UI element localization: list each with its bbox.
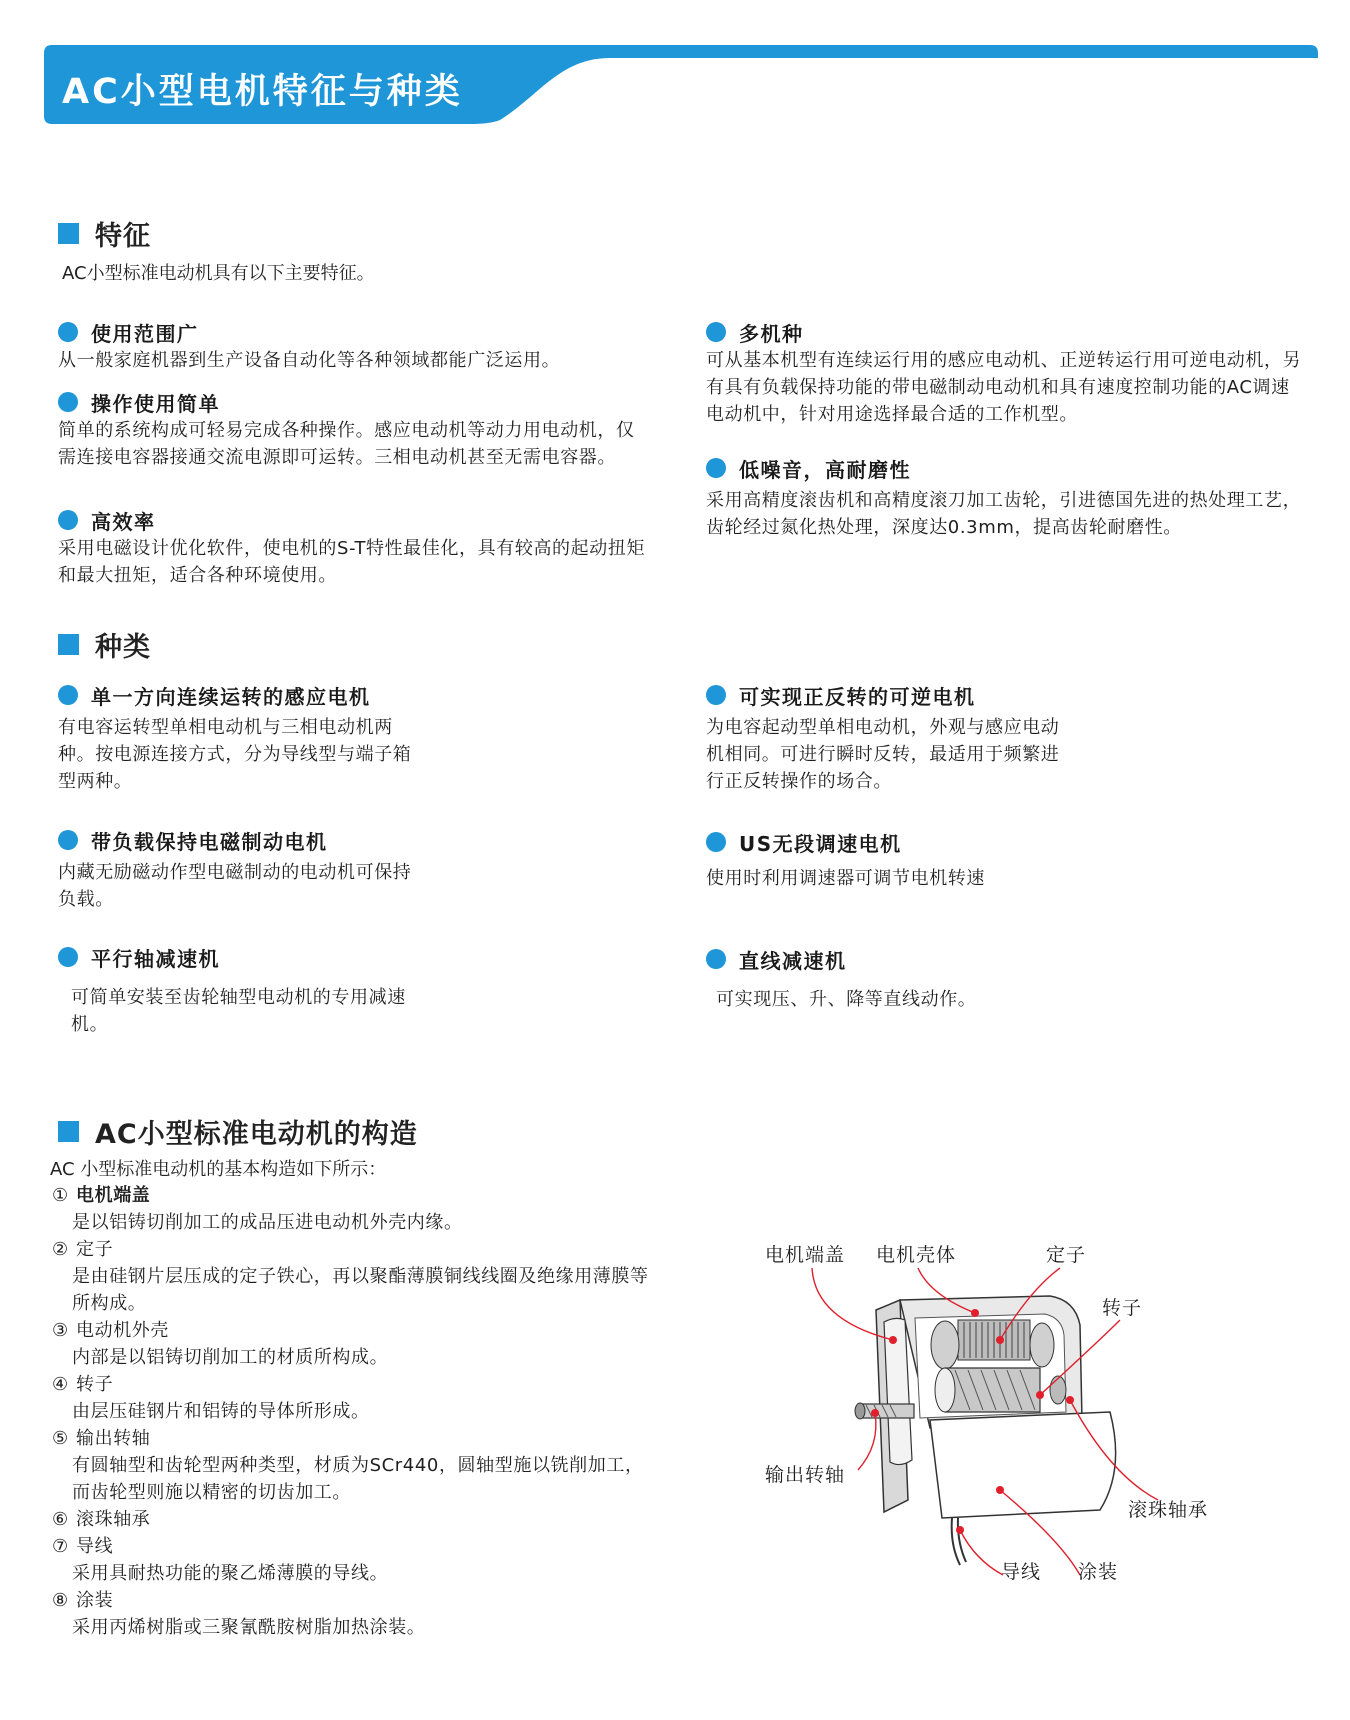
type-title: 直线减速机 [739,948,847,973]
label-lead-wire: 导线 [1001,1561,1042,1583]
feature-text: 采用电磁设计优化软件，使电机的S-T特性最佳化，具有较高的起动扭矩和最大扭矩，适合各种环境使用。 [58,538,646,586]
type-text: 为电容起动型单相电动机，外观与感应电动机相同。可进行瞬时反转，最适用于频繁进行正反转操作的场合。 [706,717,1060,792]
motor-rotor [945,1368,1040,1412]
type-text: 有电容运转型单相电动机与三相电动机两种。按电源连接方式，分为导线型与端子箱型两种。 [58,717,412,792]
feature-title: 多机种 [739,321,804,346]
structure-item-desc: 由层压硅钢片和铝铸的导体所形成。 [72,1401,370,1422]
feature-title: 操作使用简单 [91,391,220,416]
type-item [706,829,1126,892]
types-heading [58,625,151,664]
bullet-dot-icon [58,947,78,967]
feature-item [58,389,648,471]
structure-item-desc: 采用丙烯树脂或三聚氰酰胺树脂加热涂装。 [72,1617,426,1638]
label-stator: 定子 [1046,1244,1087,1266]
page-title: AC小型电机特征与种类 [62,72,463,112]
label-housing: 电机壳体 [876,1244,957,1266]
type-text: 可简单安装至齿轮轴型电动机的专用减速机。 [71,987,406,1035]
type-item [58,944,438,1038]
structure-item-desc: 内部是以铝铸切削加工的材质所构成。 [72,1347,389,1368]
label-ball-bearing: 滚珠轴承 [1128,1499,1209,1521]
structure-item-name: ⑤ 输出转轴 [52,1428,151,1449]
motor-bearing [1050,1376,1066,1404]
structure-item-name: ⑦ 导线 [52,1536,114,1557]
features-intro: AC小型标准电动机具有以下主要特征。 [62,263,375,284]
motor-cutaway-diagram [740,1230,1160,1590]
structure-item-desc: 采用具耐热功能的聚乙烯薄膜的导线。 [72,1563,389,1584]
feature-title: 低噪音，高耐磨性 [739,457,911,482]
structure-item-desc: 有圆轴型和齿轮型两种类型，材质为SCr440，圆轴型施以铣削加工，而齿轮型则施以精密的切齿加工。 [72,1455,644,1503]
type-title: 平行轴减速机 [91,946,220,971]
feature-text: 从一般家庭机器到生产设备自动化等各种领域都能广泛运用。 [58,350,561,371]
bullet-dot-icon [58,322,78,342]
type-title: US无段调速电机 [739,831,902,856]
feature-item [58,507,648,589]
structure-item-name: ③ 电动机外壳 [52,1320,169,1341]
bullet-dot-icon [706,685,726,705]
structure-item-name: ④ 转子 [52,1374,114,1395]
type-text: 使用时利用调速器可调节电机转速 [706,868,985,889]
label-rotor: 转子 [1102,1297,1143,1319]
type-title: 带负载保持电磁制动电机 [91,829,328,854]
label-end-cover: 电机端盖 [765,1244,846,1266]
section-square-icon [58,634,79,655]
type-item [58,827,428,913]
bullet-dot-icon [706,458,726,478]
structure-item-name: ⑧ 涂装 [52,1590,114,1611]
structure-list [52,1182,652,1641]
structure-intro: AC 小型标准电动机的基本构造如下所示： [50,1159,387,1180]
structure-item-name: ① 电机端盖 [52,1185,151,1206]
bullet-dot-icon [58,392,78,412]
features-title: 特征 [95,221,151,252]
type-text: 内藏无励磁动作型电磁制动的电动机可保持负载。 [58,862,412,910]
label-output-shaft: 输出转轴 [765,1464,846,1486]
section-square-icon [58,223,79,244]
feature-text: 采用高精度滚齿机和高精度滚刀加工齿轮，引进德国先进的热处理工艺，齿轮经过氮化热处理，深度达0.3mm，提高齿轮耐磨性。 [706,490,1302,538]
type-title: 单一方向连续运转的感应电机 [91,684,371,709]
section-square-icon [58,1121,79,1142]
structure-item-desc: 是以铝铸切削加工的成品压进电动机外壳内缘。 [72,1212,463,1233]
feature-item [58,319,648,374]
types-title: 种类 [95,632,151,663]
structure-heading [58,1112,418,1151]
feature-title: 高效率 [91,509,156,534]
feature-title: 使用范围广 [91,321,199,346]
bullet-dot-icon [58,510,78,530]
features-heading [58,214,151,253]
structure-item-name: ② 定子 [52,1239,114,1260]
type-item [58,682,428,795]
label-coating: 涂装 [1078,1561,1119,1583]
type-item [706,946,1126,1013]
structure-item-desc: 是由硅钢片层压成的定子铁心，再以聚酯薄膜铜线线圈及绝缘用薄膜等所构成。 [72,1266,649,1314]
bullet-dot-icon [706,949,726,969]
bullet-dot-icon [706,832,726,852]
bullet-dot-icon [706,322,726,342]
feature-text: 简单的系统构成可轻易完成各种操作。感应电动机等动力用电动机，仅需连接电容器接通交流电源即可运转。三相电动机甚至无需电容器。 [58,420,635,468]
feature-item [706,319,1306,428]
type-item [706,682,1076,795]
type-title: 可实现正反转的可逆电机 [739,684,976,709]
type-text: 可实现压、升、降等直线动作。 [716,989,977,1010]
bullet-dot-icon [58,830,78,850]
structure-item-name: ⑥ 滚珠轴承 [52,1509,151,1530]
bullet-dot-icon [58,685,78,705]
structure-title: AC小型标准电动机的构造 [95,1119,418,1150]
feature-item [706,455,1316,541]
feature-text: 可从基本机型有连续运行用的感应电动机、正逆转运行用可逆电动机，另有具有负载保持功能的带电磁制动电动机和具有速度控制功能的AC调速电动机中，针对用途选择最合适的工作机型。 [706,350,1302,425]
